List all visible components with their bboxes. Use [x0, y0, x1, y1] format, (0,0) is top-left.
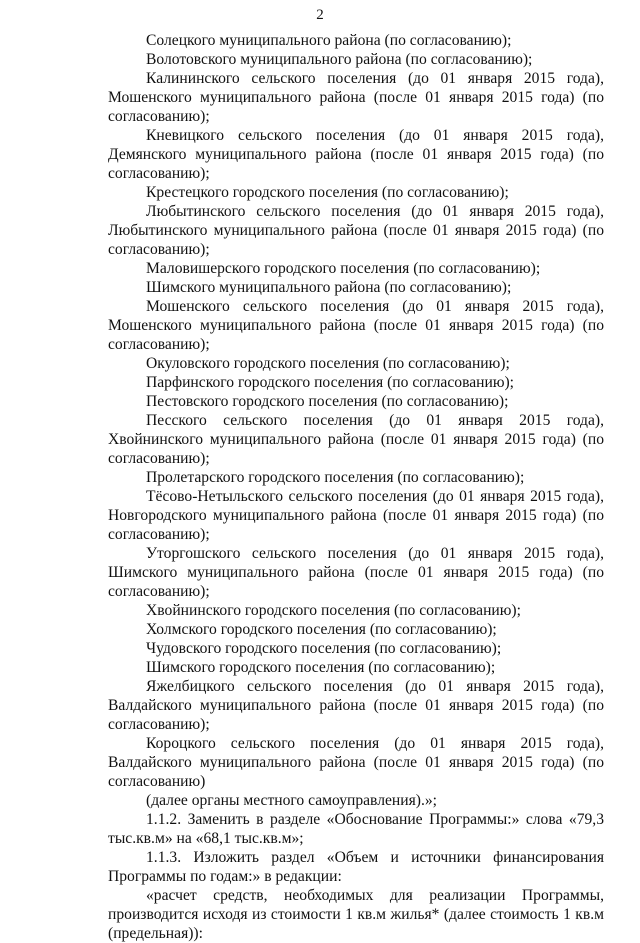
- document-body: [108, 31, 604, 943]
- paragraph: Уторгошского сельского поселения (до 01 января 2015 года), Шимского муниципального района (после 01 января 2015 года) (по согласованию);: [108, 545, 604, 600]
- paragraph: Калининского сельского поселения (до 01 января 2015 года), Мошенского муниципального района (после 01 января 2015 года) (по согласованию);: [108, 70, 604, 125]
- paragraph: Холмского городского поселения (по согласованию);: [146, 621, 497, 638]
- paragraph: (далее органы местного самоуправления).»;: [146, 792, 438, 809]
- paragraph: 1.1.2. Заменить в разделе «Обоснование Программы:» слова «79,3 тыс.кв.м» на «68,1 тыс.кв.м»;: [108, 811, 604, 847]
- paragraph: Пролетарского городского поселения (по согласованию);: [146, 469, 525, 486]
- paragraph: Волотовского муниципального района (по согласованию);: [146, 51, 533, 68]
- paragraph: Шимского муниципального района (по согласованию);: [146, 279, 512, 296]
- paragraph: Маловишерского городского поселения (по согласованию);: [146, 260, 541, 277]
- paragraph: Любытинского сельского поселения (до 01 января 2015 года), Любытинского муниципального района (после 01 января 2015 года) (по согласованию);: [108, 203, 604, 258]
- paragraph: «расчет средств, необходимых для реализации Программы, производится исходя из стоимости 1 кв.м жилья* (далее стоимость 1 кв.м (предельная)):: [108, 887, 604, 942]
- paragraph: Солецкого муниципального района (по согласованию);: [146, 32, 512, 49]
- paragraph: Тёсово-Нетыльского сельского поселения (до 01 января 2015 года), Новгородского муниципального района (после 01 января 2015 года) (по согласованию);: [108, 488, 604, 543]
- paragraph: Крестецкого городского поселения (по согласованию);: [146, 184, 509, 201]
- paragraph: Пестовского городского поселения (по согласованию);: [146, 393, 509, 410]
- paragraph: Кневицкого сельского поселения (до 01 января 2015 года), Демянского муниципального района (после 01 января 2015 года) (по согласованию);: [108, 127, 604, 182]
- paragraph: Хвойнинского городского поселения (по согласованию);: [146, 602, 521, 619]
- page-number: 2: [316, 7, 324, 23]
- paragraph: Яжелбицкого сельского поселения (до 01 января 2015 года), Валдайского муниципального района (после 01 января 2015 года) (по согласованию);: [108, 678, 604, 733]
- paragraph: 1.1.3. Изложить раздел «Объем и источники финансирования Программы по годам:» в редакции:: [108, 849, 604, 885]
- paragraph: Парфинского городского поселения (по согласованию);: [146, 374, 515, 391]
- paragraph: Мошенского сельского поселения (до 01 января 2015 года), Мошенского муниципального района (после 01 января 2015 года) (по согласованию);: [108, 298, 604, 353]
- paragraph: Чудовского городского поселения (по согласованию);: [146, 640, 502, 657]
- paragraph: Окуловского городского поселения (по согласованию);: [146, 355, 510, 372]
- paragraph: Короцкого сельского поселения (до 01 января 2015 года), Валдайского муниципального района (после 01 января 2015 года) (по согласованию): [108, 735, 604, 790]
- paragraph: Песского сельского поселения (до 01 января 2015 года), Хвойнинского муниципального района (после 01 января 2015 года) (по согласованию);: [108, 412, 604, 467]
- paragraph: Шимского городского поселения (по согласованию);: [146, 659, 496, 676]
